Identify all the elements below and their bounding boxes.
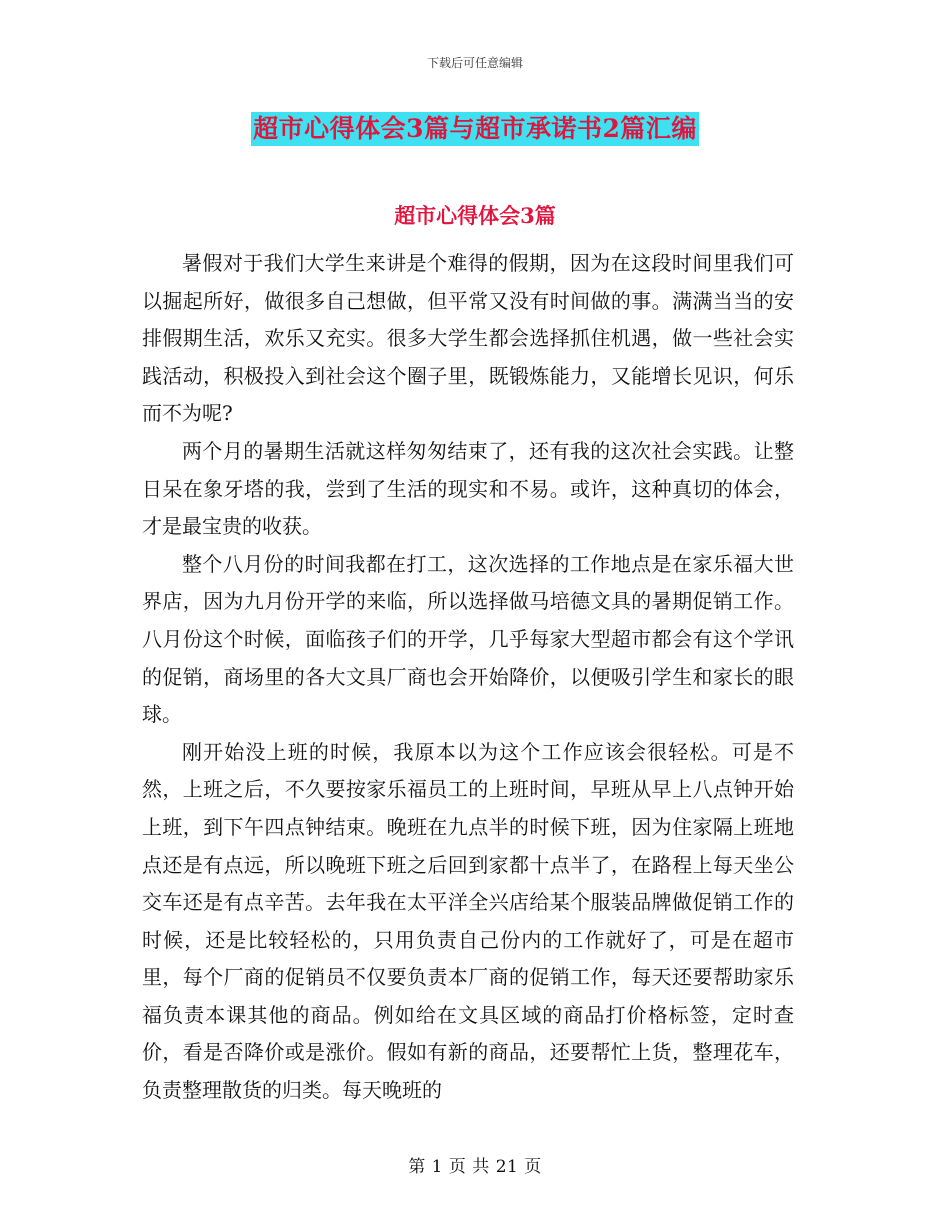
paragraph: 刚开始没上班的时候，我原本以为这个工作应该会很轻松。可是不然，上班之后，不久要按家乐福员工的上班时间，早班从早上八点钟开始上班，到下午四点钟结束。晚班在九点半的时候下班，因为住家隔上班地点还是有点远，所以晚班下班之后回到家都十点半了，在路程上每天坐公交车还是有点辛苦。去年我在太平洋全兴店给某个服装品牌做促销工作的时候，还是比较轻松的，只用负责自己份内的工作就好了，可是在超市里，每个厂商的促销员不仅要负责本厂商的促销工作，每天还要帮助家乐福负责本课其他的商品。例如给在文具区域的商品打价格标签，定时查价，看是否降价或是涨价。假如有新的商品，还要帮忙上货，整理花车，负责整理散货的归类。每天晚班的 — [142, 739, 794, 1103]
header-note: 下载后可任意编辑 — [426, 56, 523, 70]
page-footer: 第 1 页 共 21 页 — [408, 1157, 542, 1177]
paragraph: 两个月的暑期生活就这样匆匆结束了，还有我的这次社会实践。让整日呆在象牙塔的我，尝到了生活的现实和不易。或许，这种真切的体会，才是最宝贵的收获。 — [142, 438, 794, 539]
document-title: 超市心得体会3篇与超市承诺书2篇汇编 — [251, 112, 699, 146]
paragraph: 暑假对于我们大学生来讲是个难得的假期，因为在这段时间里我们可以掘起所好，做很多自己想做，但平常又没有时间做的事。满满当当的安排假期生活，欢乐又充实。很多大学生都会选择抓住机遇，做一些社会实践活动，积极投入到社会这个圈子里，既锻炼能力，又能增长见识，何乐而不为呢? — [142, 251, 794, 426]
paragraph: 整个八月份的时间我都在打工，这次选择的工作地点是在家乐福大世界店，因为九月份开学的来临，所以选择做马培德文具的暑期促销工作。八月份这个时候，面临孩子们的开学，几乎每家大型超市都会有这个学讯的促销，商场里的各大文具厂商也会开始降价，以便吸引学生和家长的眼球。 — [142, 551, 794, 727]
document-title-wrap — [0, 112, 950, 146]
body-text — [142, 245, 794, 1110]
section-title: 超市心得体会3篇 — [394, 203, 556, 228]
